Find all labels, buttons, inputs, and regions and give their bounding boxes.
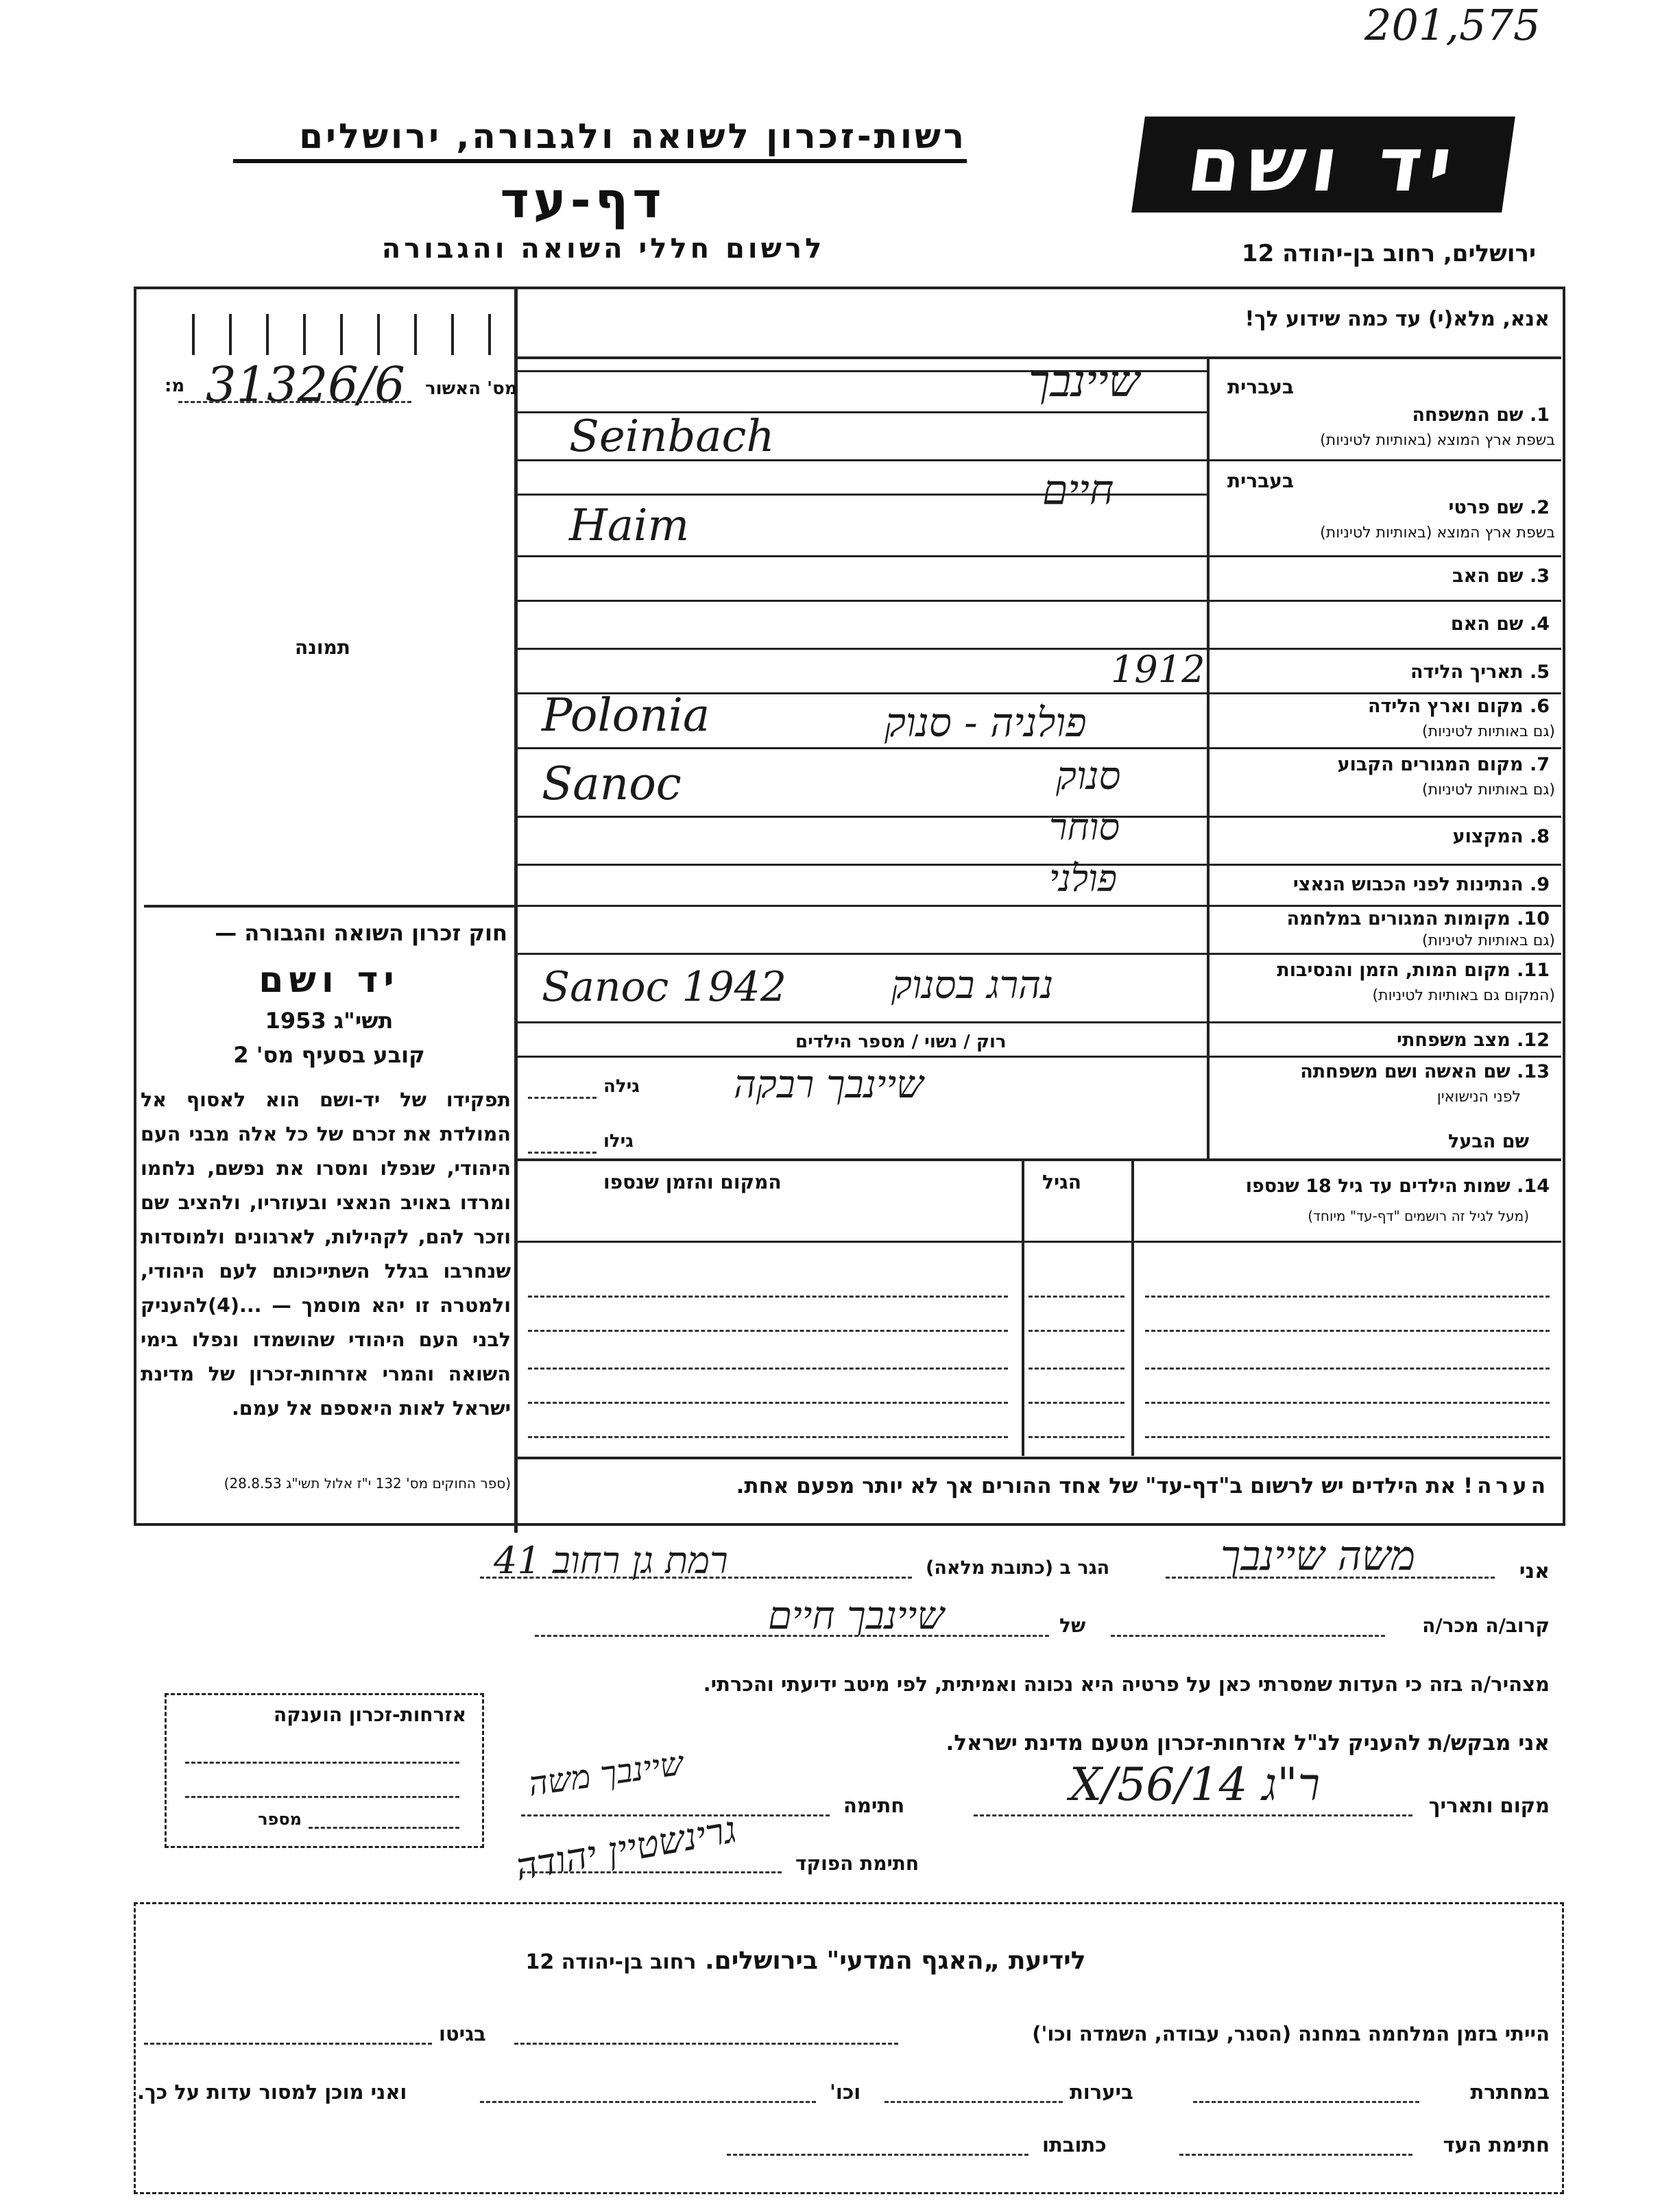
field-7-label: 7. מקום המגורים הקבוע	[1337, 754, 1550, 775]
decl-resides-label: הגר ב (כתובת מלאה)	[926, 1557, 1110, 1579]
field-4-label: 4. שם האם	[1450, 613, 1550, 635]
instruction-text: אנא, מלא(י) עד כמה שידוע לך!	[1244, 307, 1550, 331]
field-7-latin-value: Sanoc	[542, 757, 682, 810]
decl-of-label: של	[1059, 1614, 1086, 1637]
field-1-sub: בשפת ארץ המוצא (באותיות לטיניות)	[1320, 432, 1555, 449]
field-1-latin-value: Seinbach	[569, 411, 775, 462]
footer-line1: הייתי בזמן המלחמה במחנה (הסגר, עבודה, השמדה וכו')	[1032, 2022, 1550, 2045]
decl-of-value: שיינבך חיים	[768, 1594, 944, 1638]
serial-value: 31326/6	[206, 356, 405, 413]
footer-address: רחוב בן-יהודה 12	[525, 1950, 697, 1974]
field-11-hebrew-value: נהרג בסנוק	[891, 963, 1054, 1008]
field-5-label: 5. תאריך הלידה	[1410, 661, 1550, 683]
children-col-age: הגיל	[1042, 1171, 1081, 1193]
field-6-latin-value: Polonia	[542, 689, 710, 742]
decl-place-date-label: מקום ותאריך	[1428, 1794, 1550, 1817]
decl-official-label: חתימת הפוקד	[795, 1852, 919, 1875]
field-11-sub: (המקום גם באותיות לטיניות)	[1372, 987, 1555, 1004]
footer-ghetto: בגיטו	[439, 2022, 486, 2045]
decl-statement: מצהיר/ה בזה כי העדות שמסרתי כאן על פרטיה היא נכונה ואמיתית, לפי מיטב ידיעתי והכרתי.	[703, 1673, 1550, 1696]
decl-request: אני מבקש/ת להעניק לנ"ל אזרחות-זכרון מטעם מדינת ישראל.	[946, 1731, 1550, 1755]
left-column-divider	[514, 287, 518, 1533]
footer-address-label: כתובתו	[1042, 2133, 1107, 2156]
field-5-value: 1912	[1111, 648, 1205, 691]
field-10-sub: (גם באותיות לטיניות)	[1422, 932, 1555, 949]
decl-signature-label: חתימה	[843, 1794, 905, 1817]
field-1-label: 1. שם המשפחה	[1412, 404, 1550, 426]
decl-i-value: משה שיינבך	[1220, 1532, 1416, 1580]
field-2-hebrew-tag: בעברית	[1227, 470, 1295, 492]
field-2-latin-value: Haim	[569, 500, 690, 551]
decl-i-label: אני	[1519, 1559, 1550, 1583]
authority-title: רשות-זכרון לשואה ולגבורה, ירושלים	[233, 117, 967, 163]
law-clause: קובע בסעיף מס' 2	[233, 1042, 425, 1068]
field-7-hebrew-value: סנוק	[1056, 754, 1121, 799]
law-name: יד ושם	[258, 960, 400, 1001]
yad-vashem-logo: יד ושם	[1131, 117, 1515, 212]
decl-address-value: רמת גן רחוב 41	[494, 1539, 728, 1582]
footer-ready: ואני מוכן למסור עדות על כך.	[137, 2080, 407, 2104]
serial-prefix: מ:	[165, 376, 185, 396]
field-8-label: 8. המקצוע	[1452, 826, 1550, 847]
note-row	[528, 1474, 1550, 1498]
field-1-hebrew-value: שיינבך	[1029, 356, 1140, 407]
field-12-label: 12. מצב משפחתי	[1397, 1030, 1550, 1051]
field-11-label: 11. מקום המות, הזמן והנסיבות	[1277, 960, 1550, 981]
serial-label: מס' האשור	[425, 378, 518, 399]
decl-official-value: גרינשטיין יהודה	[512, 1808, 740, 1889]
field-12-options: רוק / נשוי / מספר הילדים	[795, 1032, 1007, 1052]
field-7-sub: (גם באותיות לטיניות)	[1422, 781, 1555, 799]
field-8-value: סוחר	[1049, 805, 1120, 849]
footer-underground: במחתרת	[1470, 2080, 1550, 2104]
decl-signature-value: שיינבך משה	[526, 1744, 686, 1804]
stamp-number: 201,575	[1364, 0, 1541, 50]
field-11-latin-value: Sanoc 1942	[542, 963, 787, 1011]
form-title: דף-עד	[500, 171, 666, 229]
footer-forests: ביערות	[1070, 2080, 1133, 2104]
decl-relative-label: קרוב/ה מכר/ה	[1422, 1614, 1550, 1637]
citizenship-number-label: מספר	[258, 1810, 302, 1829]
field-2-label: 2. שם פרטי	[1448, 497, 1550, 518]
law-body: תפקידו של יד-ושם הוא לאסוף אל המולדת את זכרם של כל אלה מבני העם היהודי, שנפלו ומסרו את נפשם, נלחמו ומרדו באויב הנאצי ובעוזריו, ולהציב שם וזכר להם, לקהילות, לארגונים ולמוסדות שנחרבו בגלל השתייכותם לעם היהודי, ולמטרה זו יהא מוסמך — ...(4)להעניק לבני העם היהודי שהושמדו ונפלו בימי השואה והמרי אזרחות-זכרון של מדינת ישראל לאות היאספם אל עמם.	[141, 1089, 511, 1420]
children-heading: 14. שמות הילדים עד גיל 18 שנספו	[1245, 1176, 1550, 1197]
footer-witness-sig: חתימת העד	[1443, 2133, 1550, 2156]
field-9-label: 9. הנתינות לפני הכבוש הנאצי	[1292, 874, 1550, 895]
footer-frame	[134, 1902, 1564, 2194]
field-1-hebrew-tag: בעברית	[1227, 376, 1295, 398]
field-3-label: 3. שם האב	[1452, 566, 1550, 587]
footer-title	[343, 1947, 1268, 1975]
decl-place-date-value: ר"ג 14/X/56	[1070, 1758, 1320, 1811]
tick-box	[158, 314, 501, 355]
footer-title-text: לידיעת „האגף המדעי" בירושלים.	[704, 1947, 1086, 1975]
law-source: (ספר החוקים מס' 132 י"ז אלול תשי"ג 28.8.53)	[224, 1475, 511, 1492]
citizenship-title: אזרחות-זכרון הוענקה	[274, 1703, 466, 1726]
husband-age-label: גילו	[603, 1131, 634, 1152]
label-column-divider	[1207, 356, 1210, 1158]
field-10-label: 10. מקומות המגורים במלחמה	[1286, 908, 1550, 929]
note-text: את הילדים יש לרשום ב"דף-עד" של אחד ההורים אך לא יותר מפעם אחת.	[736, 1474, 1456, 1498]
field-6-hebrew-value: פולניה - סנוק	[885, 699, 1087, 746]
children-heading-sub: (מעל לגיל זה רושמים "דף-עד" מיוחד)	[1308, 1208, 1529, 1224]
field-9-value: פולני	[1049, 857, 1118, 900]
field-6-label: 6. מקום וארץ הלידה	[1367, 696, 1550, 717]
law-year: תשי"ג 1953	[265, 1008, 394, 1034]
field-13-value: שיינבך רבקה	[734, 1062, 924, 1107]
field-2-sub: בשפת ארץ המוצא (באותיות לטיניות)	[1320, 524, 1555, 542]
field-2-hebrew-value: חיים	[1042, 466, 1114, 514]
field-13-sub: לפני הנישואין	[1436, 1089, 1521, 1106]
note-label: הערה!	[1463, 1474, 1550, 1498]
footer-etc: וכו'	[830, 2080, 861, 2104]
address-header: ירושלים, רחוב בן-יהודה 12	[1241, 240, 1536, 267]
law-heading: חוק זכרון השואה והגבורה —	[215, 920, 507, 946]
photo-label: תמונה	[295, 636, 350, 659]
form-subtitle: לרשום חללי השואה והגבורה	[381, 233, 826, 265]
field-13-age-label: גילה	[603, 1076, 640, 1097]
field-13-label: 13. שם האשה ושם משפחתה	[1300, 1061, 1550, 1082]
field-6-sub: (גם באותיות לטיניות)	[1422, 723, 1555, 740]
children-col-place: המקום והזמן שנספו	[603, 1171, 782, 1193]
husband-label: שם הבעל	[1447, 1131, 1529, 1152]
